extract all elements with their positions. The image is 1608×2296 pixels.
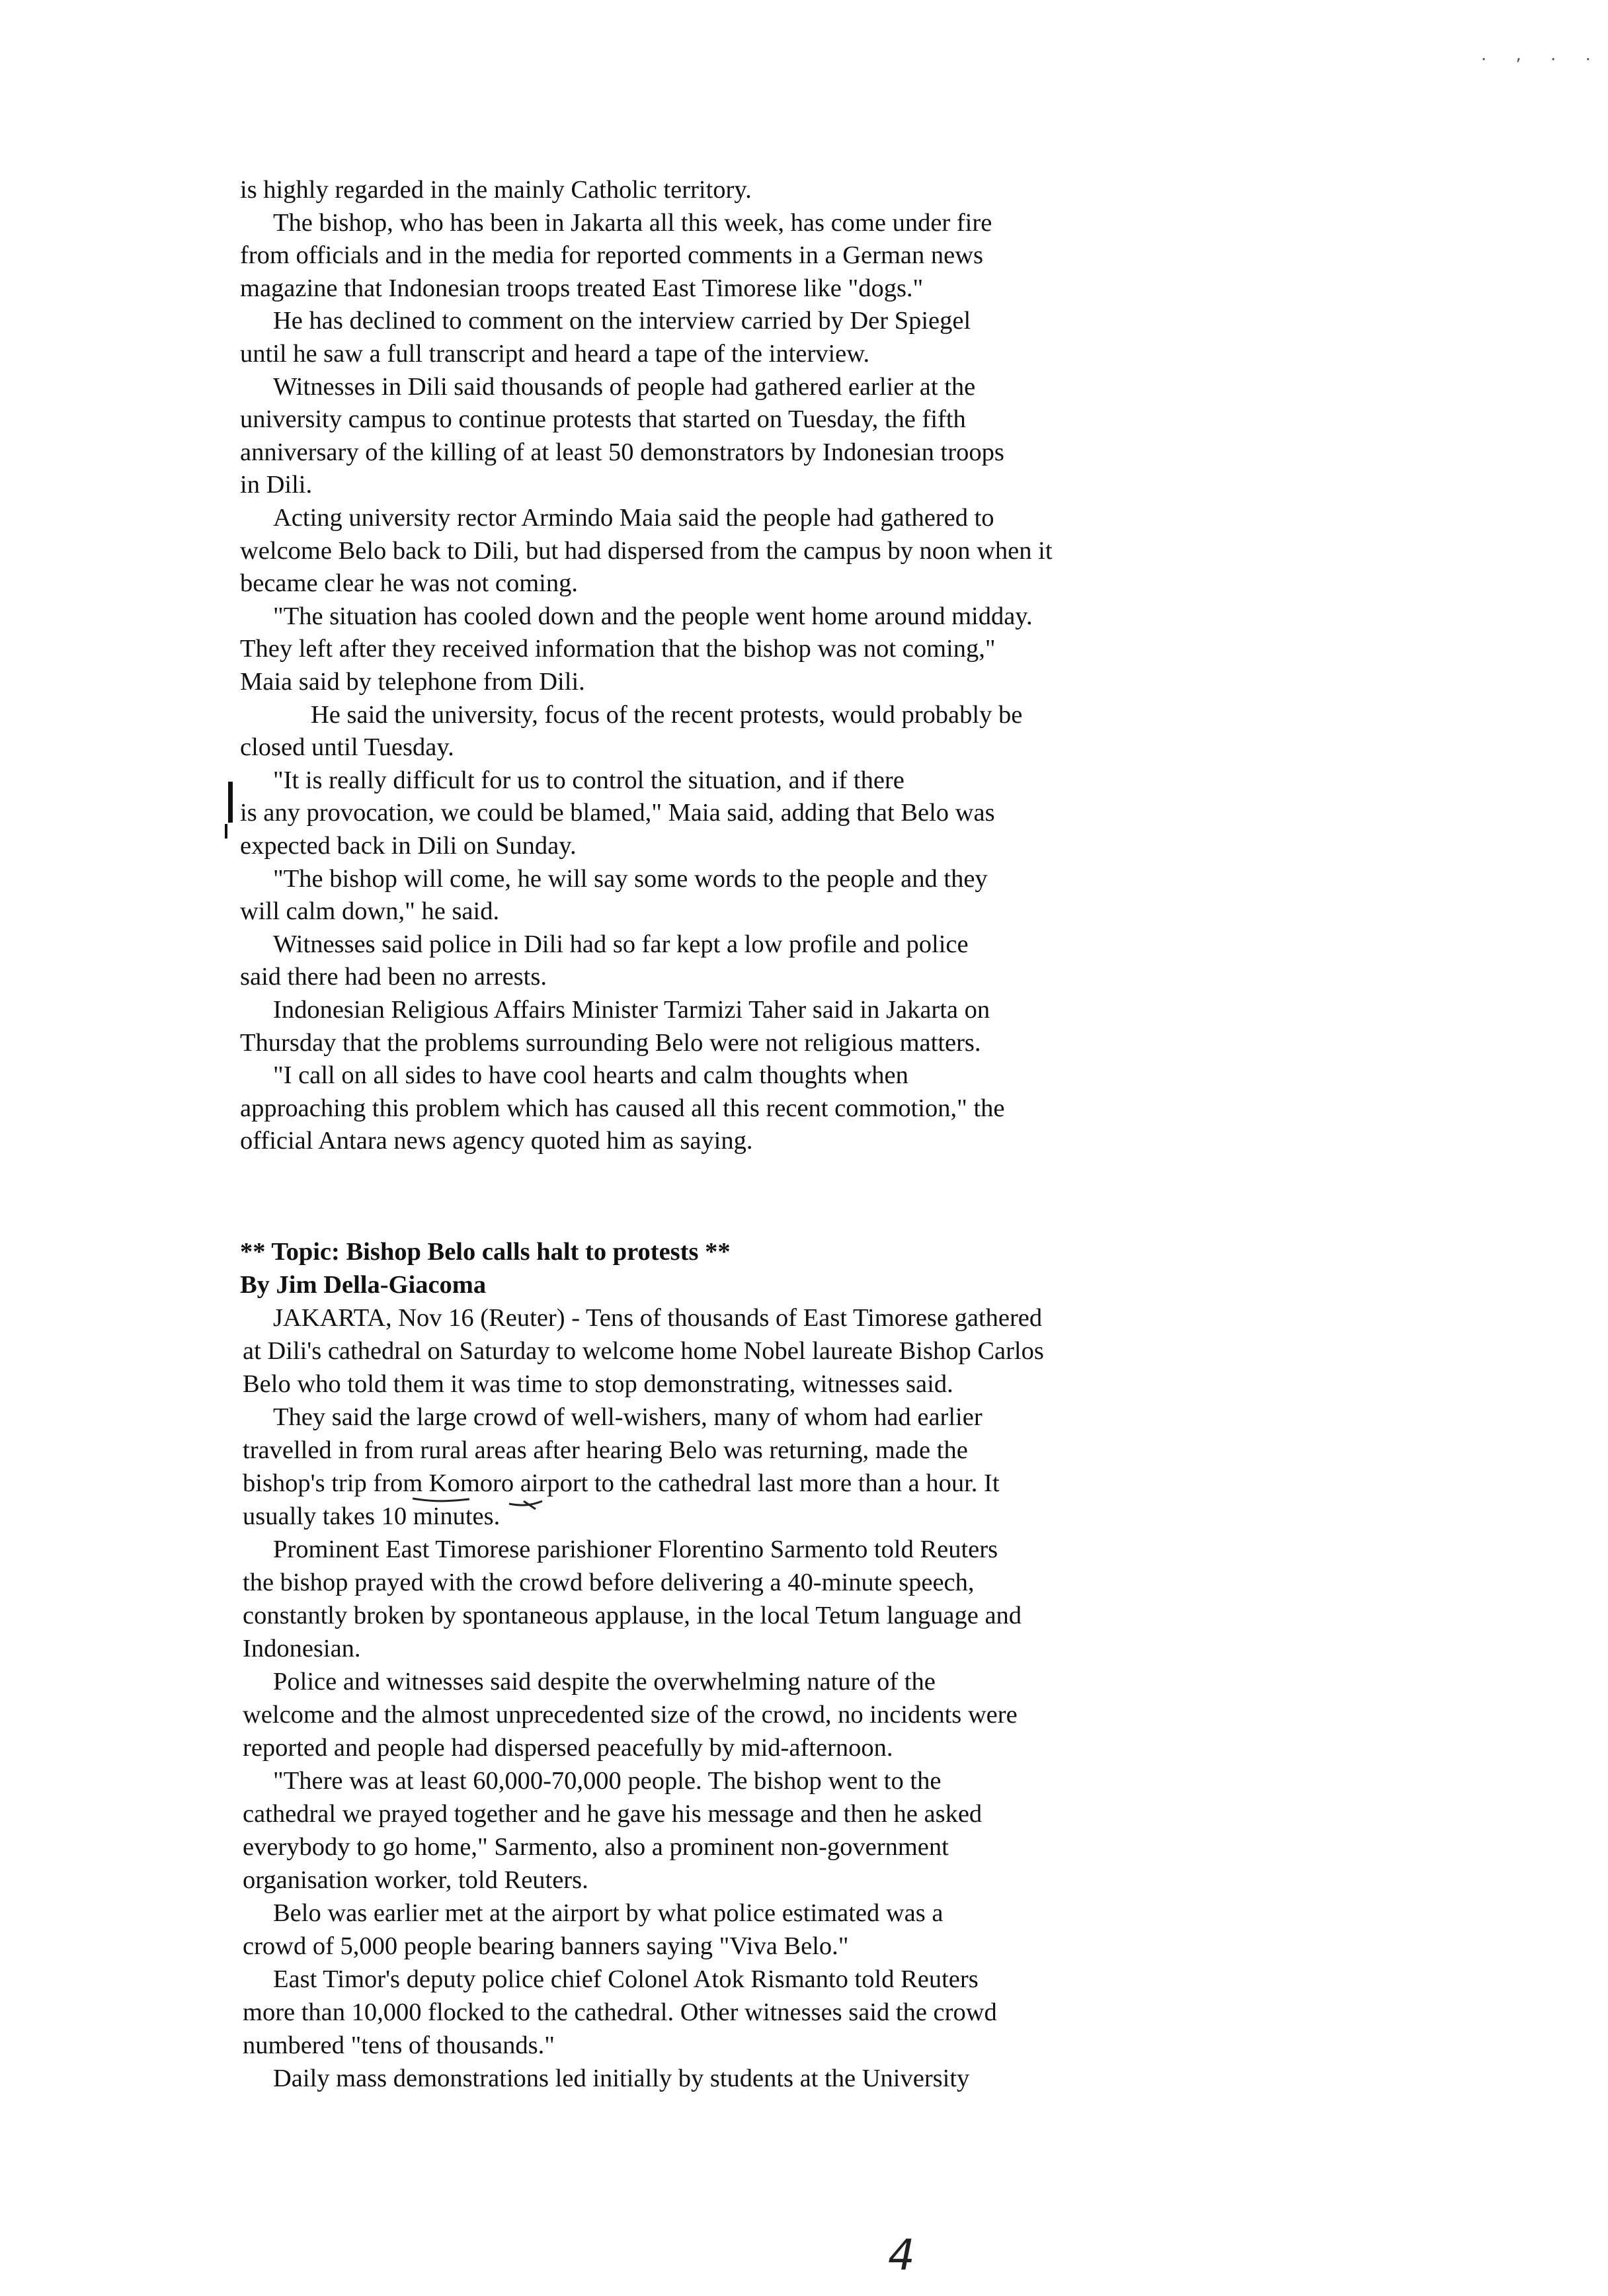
text-line: Indonesian. [243, 1635, 361, 1662]
text-line: JAKARTA, Nov 16 (Reuter) - Tens of thousands of East Timorese gathered [273, 1304, 1043, 1332]
text-line: the bishop prayed with the crowd before delivering a 40-minute speech, [243, 1569, 975, 1596]
text-line: "It is really difficult for us to control the situation, and if there [273, 766, 904, 794]
text-line: "The situation has cooled down and the people went home around midday. [273, 602, 1033, 630]
text-line: bishop's trip from Komoro airport to the cathedral last more than a hour. It [243, 1469, 1000, 1497]
text-line: said there had been no arrests. [240, 963, 547, 991]
text-line: East Timor's deputy police chief Colonel Atok Rismanto told Reuters [273, 1965, 979, 1993]
corner-scan-marks: . , . . [1481, 45, 1603, 65]
text-line: university campus to continue protests that started on Tuesday, the fifth [240, 405, 966, 434]
text-line: Belo was earlier met at the airport by what police estimated was a [273, 1899, 944, 1927]
text-line: from officials and in the media for reported comments in a German news [240, 241, 983, 270]
text-line: Police and witnesses said despite the overwhelming nature of the [273, 1668, 936, 1696]
text-line: welcome and the almost unprecedented size of the crowd, no incidents were [243, 1701, 1018, 1729]
text-line: welcome Belo back to Dili, but had dispersed from the campus by noon when it [240, 536, 1053, 565]
text-line: official Antara news agency quoted him as saying. [240, 1127, 753, 1155]
text-line: Thursday that the problems surrounding Belo were not religious matters. [240, 1028, 981, 1057]
text-line: numbered "tens of thousands." [243, 2031, 555, 2059]
text-line: Indonesian Religious Affairs Minister Tarmizi Taher said in Jakarta on [273, 996, 990, 1024]
text-line: closed until Tuesday. [240, 733, 454, 762]
text-line: He said the university, focus of the recent protests, would probably be [311, 700, 1023, 729]
text-line: anniversary of the killing of at least 50 demonstrators by Indonesian troops [240, 438, 1004, 466]
text-line: crowd of 5,000 people bearing banners saying "Viva Belo." [243, 1932, 849, 1960]
text-line: organisation worker, told Reuters. [243, 1866, 588, 1894]
text-line: He has declined to comment on the interview carried by Der Spiegel [273, 307, 971, 335]
text-line: reported and people had dispersed peacefully by mid-afternoon. [243, 1734, 893, 1762]
text-line: usually takes 10 minutes. [243, 1502, 501, 1530]
text-line: approaching this problem which has caused all this recent commotion," the [240, 1094, 1005, 1122]
text-line: Prominent East Timorese parishioner Florentino Sarmento told Reuters [273, 1536, 998, 1563]
article-byline: By Jim Della-Giacoma [240, 1271, 487, 1299]
text-line: everybody to go home," Sarmento, also a prominent non-government [243, 1833, 949, 1861]
text-line: cathedral we prayed together and he gave his message and then he asked [243, 1800, 983, 1828]
text-line: at Dili's cathedral on Saturday to welcome home Nobel laureate Bishop Carlos [243, 1337, 1044, 1365]
text-line: is any provocation, we could be blamed," Maia said, adding that Belo was [240, 799, 995, 827]
text-line: They left after they received information that the bishop was not coming," [240, 635, 996, 663]
margin-mark [228, 782, 233, 823]
text-line: in Dili. [240, 471, 313, 499]
text-line: is highly regarded in the mainly Catholic territory. [240, 176, 752, 204]
text-line: They said the large crowd of well-wishers, many of whom had earlier [273, 1403, 983, 1431]
text-line: travelled in from rural areas after hearing Belo was returning, made the [243, 1436, 968, 1464]
page-number: 4 [888, 2231, 915, 2280]
text-line: Maia said by telephone from Dili. [240, 668, 585, 696]
text-line: "There was at least 60,000-70,000 people. The bishop went to the [273, 1767, 942, 1795]
text-line: Daily mass demonstrations led initially by students at the University [273, 2065, 970, 2092]
text-line: The bishop, who has been in Jakarta all this week, has come under fire [273, 208, 992, 237]
handwritten-underline-mark [410, 1493, 569, 1513]
text-line: until he saw a full transcript and heard a tape of the interview. [240, 340, 870, 368]
article-heading: ** Topic: Bishop Belo calls halt to protests ** [240, 1238, 731, 1266]
text-line: more than 10,000 flocked to the cathedral. Other witnesses said the crowd [243, 1998, 997, 2026]
text-line: constantly broken by spontaneous applause, in the local Tetum language and [243, 1602, 1022, 1629]
text-line: magazine that Indonesian troops treated East Timorese like "dogs." [240, 274, 924, 302]
text-line: will calm down," he said. [240, 897, 500, 926]
text-line: Acting university rector Armindo Maia said the people had gathered to [273, 504, 994, 532]
text-line: expected back in Dili on Sunday. [240, 832, 577, 860]
text-line: "The bishop will come, he will say some words to the people and they [273, 864, 988, 893]
text-line: Witnesses in Dili said thousands of people had gathered earlier at the [273, 372, 976, 401]
margin-mark-tail [225, 824, 227, 839]
text-line: "I call on all sides to have cool hearts and calm thoughts when [273, 1061, 908, 1090]
text-line: became clear he was not coming. [240, 569, 578, 598]
text-line: Witnesses said police in Dili had so far kept a low profile and police [273, 930, 969, 958]
text-line: Belo who told them it was time to stop demonstrating, witnesses said. [243, 1370, 953, 1398]
